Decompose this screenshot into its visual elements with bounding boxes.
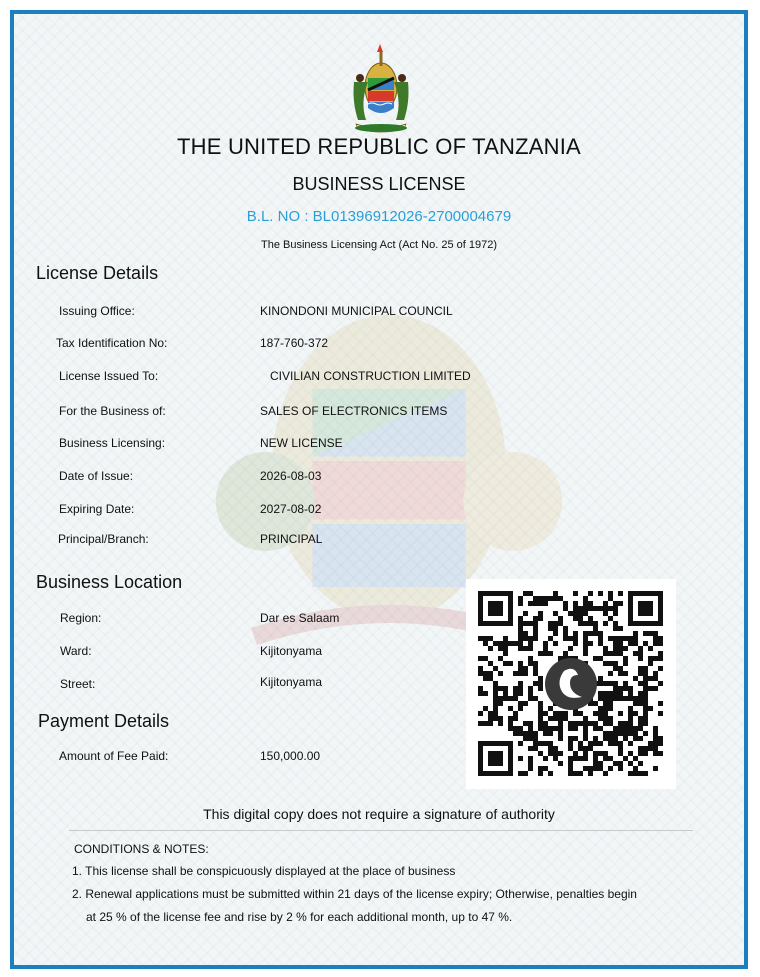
street-value: Kijitonyama xyxy=(260,675,323,689)
coat-of-arms-icon xyxy=(346,42,416,134)
business-of-label: For the Business of: xyxy=(59,404,166,418)
qr-code xyxy=(466,579,676,789)
fee-paid-value: 150,000.00 xyxy=(260,749,321,763)
license-page xyxy=(10,10,748,969)
business-of-value: SALES OF ELECTRONICS ITEMS xyxy=(260,404,448,418)
issuing-office-label: Issuing Office: xyxy=(59,304,135,318)
business-licensing-value: NEW LICENSE xyxy=(260,436,343,450)
issue-date-label: Date of Issue: xyxy=(59,469,134,483)
business-location-heading: Business Location xyxy=(36,572,183,592)
qr-code-graphic xyxy=(466,579,676,789)
region-value: Dar es Salaam xyxy=(260,611,340,625)
expiry-date-value: 2027-08-02 xyxy=(260,502,322,516)
principal-branch-value: PRINCIPAL xyxy=(260,532,323,546)
ward-value: Kijitonyama xyxy=(260,644,323,658)
ward-label: Ward: xyxy=(60,644,92,658)
condition-item: at 25 % of the license fee and rise by 2 % for each additional month, up to 47 %. xyxy=(86,910,513,924)
condition-item: 1. This license shall be conspicuously displayed at the place of business xyxy=(72,864,456,878)
act-reference: The Business Licensing Act (Act No. 25 of 1972) xyxy=(260,239,498,251)
condition-item: 2. Renewal applications must be submitted within 21 days of the license expiry; Otherwise, penalties begin xyxy=(72,887,637,901)
region-label: Region: xyxy=(60,611,102,625)
document-title: BUSINESS LICENSE xyxy=(292,174,466,194)
issue-date-value: 2026-08-03 xyxy=(260,469,322,483)
expiry-date-label: Expiring Date: xyxy=(59,502,135,516)
issued-to-label: License Issued To: xyxy=(59,369,159,383)
issuing-office-value: KINONDONI MUNICIPAL COUNCIL xyxy=(260,304,453,318)
principal-branch-label: Principal/Branch: xyxy=(58,532,149,546)
license-details-heading: License Details xyxy=(36,263,159,283)
payment-details-heading: Payment Details xyxy=(38,711,170,731)
business-licensing-label: Business Licensing: xyxy=(59,436,166,450)
bird-logo-icon xyxy=(545,658,597,710)
signature-note: This digital copy does not require a signature of authority xyxy=(203,806,555,822)
country-name: THE UNITED REPUBLIC OF TANZANIA xyxy=(177,134,581,159)
divider xyxy=(69,830,693,831)
fee-paid-label: Amount of Fee Paid: xyxy=(59,749,169,763)
tin-value: 187-760-372 xyxy=(260,336,329,350)
license-number: B.L. NO : BL01396912026-2700004679 xyxy=(246,208,512,225)
street-label: Street: xyxy=(60,677,96,691)
tin-label: Tax Identification No: xyxy=(56,336,168,350)
issued-to-value: CIVILIAN CONSTRUCTION LIMITED xyxy=(270,369,471,383)
conditions-heading: CONDITIONS & NOTES: xyxy=(74,842,209,856)
